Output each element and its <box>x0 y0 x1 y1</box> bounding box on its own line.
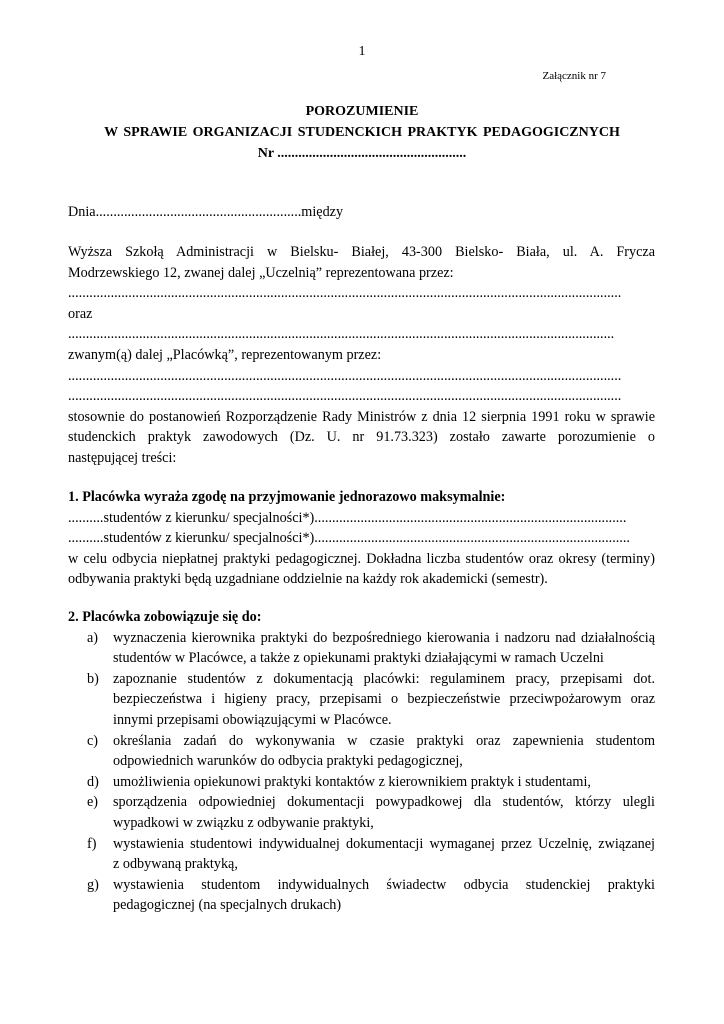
obligation-item-c: c) określania zadań do wykonywania w czasie praktyki oraz zapewnienia studentom odpowiednich warunków do odbycia praktyki pedagogicznej, <box>87 732 655 770</box>
dotted-fill-line: ............................................................................................................................................................ <box>68 388 622 405</box>
section-1 <box>68 487 655 590</box>
student-count-row: ..........studentów z kierunku/ specjalności*)......................................................................................... <box>68 530 630 547</box>
obligation-item-a: a) wyznaczenia kierownika praktyki do bezpośredniego kierowania i nadzoru nad działalnością studentów w Placówce, a także z opiekunami praktyki działającymi w ramach Uczelni <box>87 629 655 667</box>
obligation-item-b: b) zapoznanie studentów z dokumentacją placówki: regulaminem pracy, przepisami dot. bezpieczeństwa i higieny pracy, przepisami o bezpieczeństwie przeciwpożarowym oraz innymi przepisami obowiązującymi w Placówce. <box>87 670 655 728</box>
attachment-label: Załącznik nr 7 <box>542 70 606 82</box>
document-number-line: Nr ...................................................... <box>257 146 467 161</box>
parties-block <box>68 242 655 469</box>
obligation-item-d: d) umożliwienia opiekunowi praktyki kontaktów z kierownikiem praktyk i studentami, <box>87 773 591 790</box>
section-1-text: odbywania praktyki będą uzgadniane oddzielnie na każdy rok akademicki (semestr). <box>68 571 548 588</box>
legal-basis-line: stosownie do postanowień Rozporządzenie Rady Ministrów z dnia 12 sierpnia 1991 roku w sprawie <box>68 408 655 425</box>
university-line: Wyższa Szkołą Administracji w Bielsku- Białej, 43-300 Bielsko- Biała, ul. A. Frycza <box>68 244 655 260</box>
page-number: 1 <box>358 44 366 59</box>
obligation-item-e: e) sporządzenia odpowiedniej dokumentacji powypadkowej dla studentów, którzy ulegli wypadkowi w związku z odbywanie praktyki, <box>87 794 655 831</box>
university-line: Modrzewskiego 12, zwanej dalej „Uczelnią” reprezentowana przez: <box>68 264 454 281</box>
dotted-fill-line: ............................................................................................................................................................ <box>68 367 622 384</box>
section-2-heading: 2. Placówka zobowiązuje się do: <box>68 609 262 625</box>
legal-basis-line: studenckich praktyk zawodowych (Dz. U. nr 91.73.323) zostało zawarte porozumienie o <box>68 429 655 446</box>
section-1-heading: 1. Placówka wyraża zgodę na przyjmowanie jednorazowo maksymalnie: <box>68 489 506 505</box>
document-title: POROZUMIENIE <box>305 104 419 119</box>
section-2 <box>68 607 655 916</box>
date-line: Dnia..........................................................między <box>68 204 344 220</box>
student-count-row: ..........studentów z kierunku/ specjalności*)........................................................................................ <box>68 509 627 526</box>
obligation-item-g: g) wystawienia studentom indywidualnych świadectw odbycia studenckiej praktyki pedagogicznej (na specjalnych drukach) <box>87 876 655 914</box>
oraz-text: oraz <box>68 305 93 322</box>
placowka-line: zwanym(ą) dalej „Placówką”, reprezentowanym przez: <box>68 346 382 363</box>
document-subtitle: W SPRAWIE ORGANIZACJI STUDENCKICH PRAKTYK PEDAGOGICZNYCH <box>104 125 620 140</box>
dotted-fill-line: ............................................................................................................................................................ <box>68 285 622 302</box>
obligation-item-f: f) wystawienia studentowi indywidualnej dokumentacji wymaganej przez Uczelnię, związanej z odbywaną praktyką, <box>87 835 655 873</box>
legal-basis-line: następującej treści: <box>68 449 177 466</box>
dotted-fill-line: .......................................................................................................................................................... <box>68 326 615 343</box>
section-1-text: w celu odbycia niepłatnej praktyki pedagogicznej. Dokładna liczba studentów oraz okresy (terminy) <box>68 550 655 567</box>
